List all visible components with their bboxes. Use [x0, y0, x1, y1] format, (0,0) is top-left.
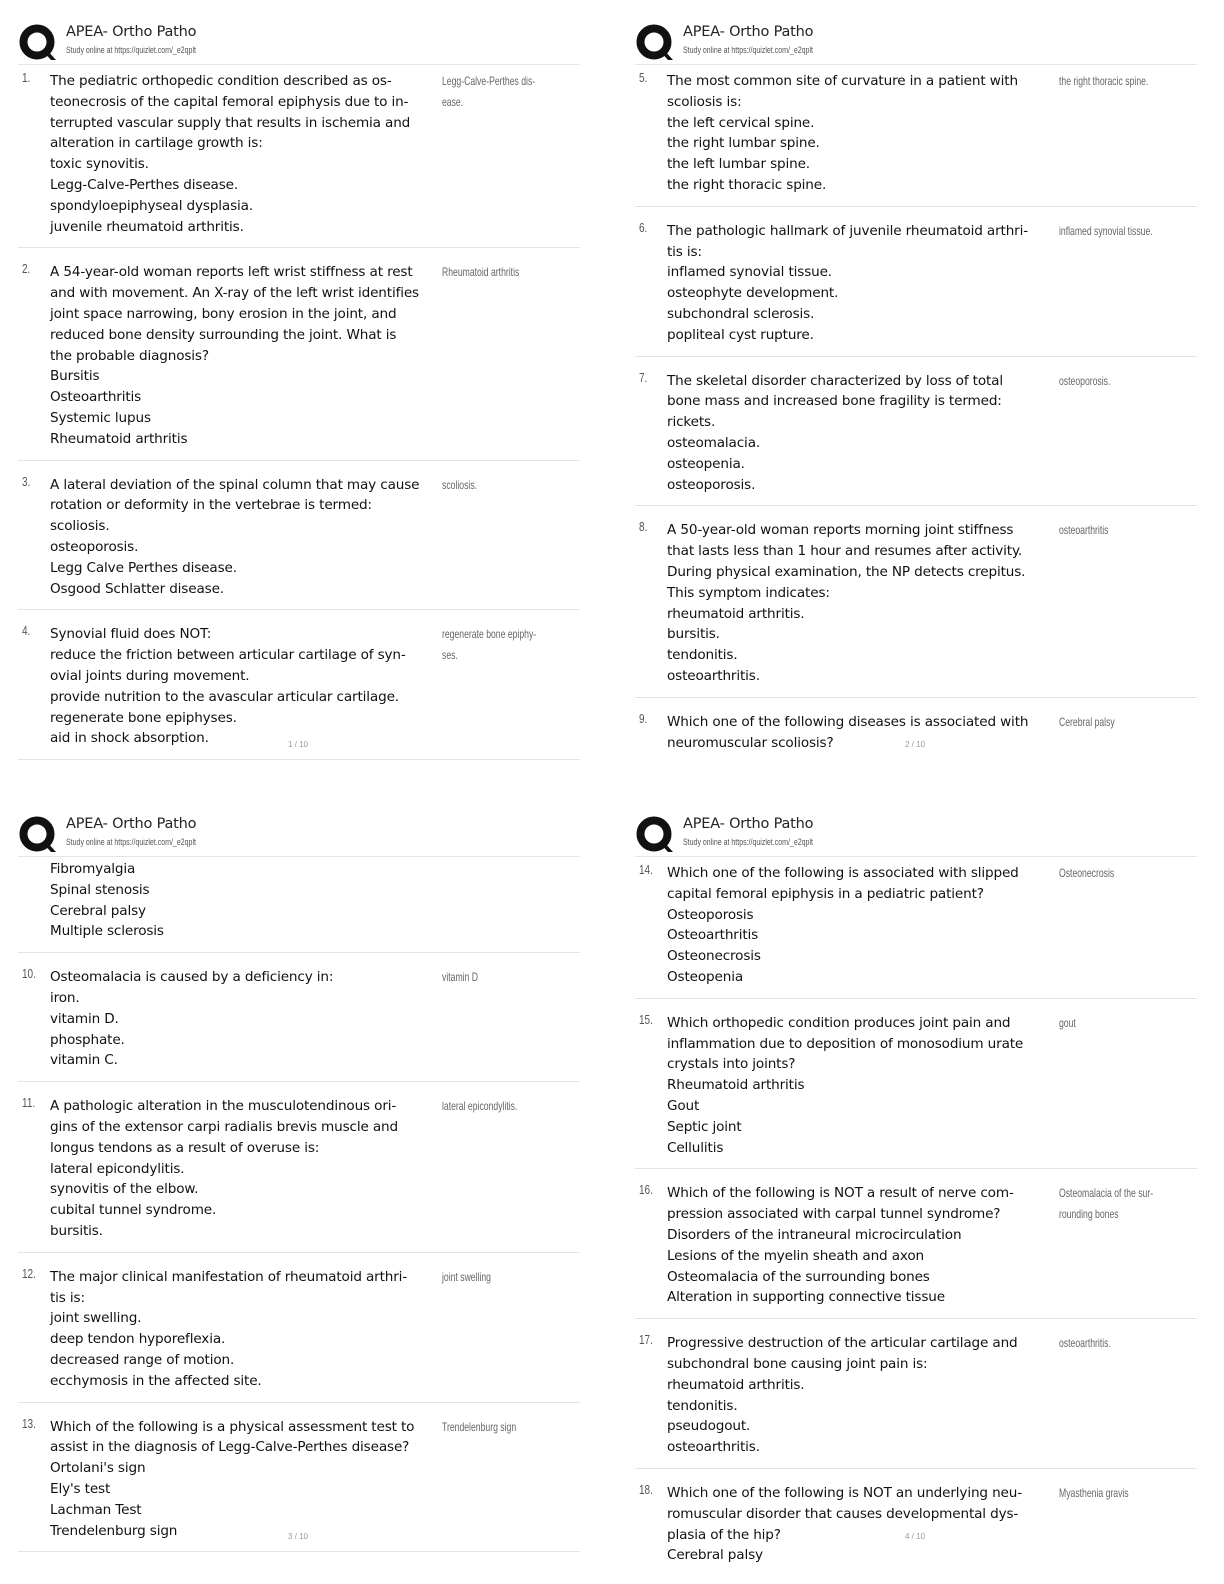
question-line: neuromuscular scoliosis?: [667, 734, 834, 751]
header-divider: [18, 856, 580, 857]
answer-line: Cerebral palsy: [1059, 714, 1115, 729]
question-text: [667, 1183, 1057, 1225]
answer-option: Ely's test: [50, 1480, 111, 1497]
answer-line: regenerate bone epiphy-: [442, 627, 537, 642]
quizlet-logo-icon: [18, 816, 58, 854]
question-number: 2.: [22, 262, 31, 277]
page-1: [0, 0, 596, 780]
question-number: 6.: [639, 220, 648, 235]
question-number: 7.: [639, 370, 648, 385]
question-text: [50, 71, 440, 154]
correct-answer: [442, 1267, 543, 1288]
flashcard: [18, 963, 580, 1082]
question-text: [667, 71, 1057, 113]
flashcard: [18, 471, 580, 611]
question-line: Which of the following is NOT a result of nerve com-: [667, 1185, 1014, 1202]
answer-option: Osteoarthritis: [50, 389, 142, 406]
answer-line: osteoarthritis: [1059, 523, 1109, 538]
flashcard-list: [18, 67, 580, 770]
study-online-link[interactable]: Study online at https://quizlet.com/_e2qplt: [66, 45, 196, 55]
question-line: Osteomalacia is caused by a deficiency in:: [50, 969, 334, 986]
page-4: [617, 792, 1213, 1572]
flashcard: [18, 67, 580, 248]
answer-option: the right lumbar spine.: [667, 135, 820, 152]
question-text: [50, 475, 440, 517]
flashcard: [18, 859, 580, 953]
answer-option: Multiple sclerosis: [50, 923, 164, 940]
answer-option: pseudogout.: [667, 1418, 751, 1435]
question-line: teonecrosis of the capital femoral epiphysis due to in-: [50, 93, 409, 110]
flashcard: [635, 1329, 1197, 1469]
answer-option: Trendelenburg sign: [50, 1522, 178, 1539]
page-number: 2 / 10: [904, 740, 925, 749]
answer-option: synovitis of the elbow.: [50, 1181, 199, 1198]
question-number: 14.: [639, 863, 653, 877]
answer-line: osteoarthritis.: [1059, 1336, 1111, 1351]
question-line: Which one of the following is associated with slipped: [667, 865, 1019, 881]
question-line: the probable diagnosis?: [50, 347, 209, 364]
flashcard: [635, 67, 1197, 207]
correct-answer: [442, 262, 543, 283]
page-3: [0, 792, 596, 1572]
question-line: Progressive destruction of the articular cartilage and: [667, 1335, 1018, 1352]
question-text: [50, 1417, 440, 1459]
question-line: and with movement. An X-ray of the left wrist identifies: [50, 285, 419, 302]
question-number: 3.: [22, 474, 31, 489]
answer-option: vitamin D.: [50, 1010, 119, 1027]
answer-option: Alteration in supporting connective tissue: [667, 1289, 945, 1306]
document-title: APEA- Ortho Patho: [66, 24, 197, 40]
correct-answer: [442, 71, 543, 113]
correct-answer: [1059, 863, 1160, 884]
answer-option: regenerate bone epiphyses.: [50, 709, 237, 726]
question-number: 10.: [22, 967, 36, 982]
document-title: APEA- Ortho Patho: [66, 816, 197, 832]
answer-option: Fibromyalgia: [50, 861, 136, 877]
flashcard: [635, 1179, 1197, 1319]
answer-option: Septic joint: [667, 1118, 742, 1135]
answer-option: Systemic lupus: [50, 409, 151, 426]
correct-answer: [1059, 371, 1160, 392]
header-divider: [18, 64, 580, 65]
question-line: romuscular disorder that causes developmental dys-: [667, 1505, 1019, 1522]
correct-answer: [442, 1417, 543, 1438]
answer-option: bursitis.: [50, 1222, 103, 1239]
answer-option: Osgood Schlatter disease.: [50, 580, 224, 597]
answer-option: joint swelling.: [50, 1310, 142, 1327]
flashcard-list: [18, 859, 580, 1562]
answer-option: bursitis.: [667, 626, 720, 643]
study-online-link[interactable]: Study online at https://quizlet.com/_e2qplt: [66, 837, 196, 847]
question-text: [667, 863, 1057, 905]
answer-line: inflamed synovial tissue.: [1059, 223, 1153, 238]
document-title: APEA- Ortho Patho: [683, 816, 814, 832]
answer-option: cubital tunnel syndrome.: [50, 1202, 217, 1219]
answer-option: rheumatoid arthritis.: [667, 1376, 805, 1393]
question-line: During physical examination, the NP detects crepitus.: [667, 563, 1026, 580]
flashcard: [18, 1263, 580, 1403]
answer-line: osteoporosis.: [1059, 373, 1111, 388]
correct-answer: [442, 1096, 543, 1117]
answer-line: Osteomalacia of the sur-: [1059, 1186, 1154, 1201]
question-number: 12.: [22, 1266, 36, 1281]
answer-option: Cerebral palsy: [50, 902, 146, 919]
answer-option: subchondral sclerosis.: [667, 305, 815, 322]
answer-line: Trendelenburg sign: [442, 1419, 517, 1434]
question-line: This symptom indicates:: [667, 584, 830, 601]
question-line: that lasts less than 1 hour and resumes after activity.: [667, 543, 1023, 560]
question-line: tis is:: [50, 1289, 85, 1306]
answer-option: Lachman Test: [50, 1501, 142, 1518]
question-line: The pathologic hallmark of juvenile rheumatoid arthri-: [667, 222, 1028, 239]
correct-answer: [1059, 712, 1160, 733]
page-number: 1 / 10: [287, 740, 308, 749]
answer-option: osteomalacia.: [667, 434, 761, 451]
page-header: [18, 22, 578, 64]
question-line: alteration in cartilage growth is:: [50, 135, 263, 152]
answer-option: Cellulitis: [667, 1139, 724, 1156]
page-2: [617, 0, 1213, 780]
question-line: The pediatric orthopedic condition described as os-: [50, 73, 392, 89]
flashcard: [18, 1092, 580, 1253]
question-line: tis is:: [667, 243, 702, 260]
answer-option: Osteomalacia of the surrounding bones: [667, 1268, 930, 1285]
answer-option: Spinal stenosis: [50, 881, 150, 898]
answer-option: Rheumatoid arthritis: [667, 1077, 805, 1094]
flashcard: [635, 708, 1197, 764]
answer-option: lateral epicondylitis.: [50, 1160, 185, 1177]
question-line: longus tendons as a result of overuse is:: [50, 1139, 320, 1156]
question-line: terrupted vascular supply that results in ischemia and: [50, 114, 411, 131]
question-line: bone mass and increased bone fragility is termed:: [667, 393, 1002, 410]
question-line: The major clinical manifestation of rheumatoid arthri-: [50, 1268, 408, 1285]
answer-line: scoliosis.: [442, 477, 478, 492]
answer-option: osteopenia.: [667, 455, 745, 472]
answer-option: aid in shock absorption.: [50, 730, 209, 747]
header-divider: [635, 64, 1197, 65]
answer-option: Ortolani's sign: [50, 1460, 146, 1477]
answer-option: ovial joints during movement.: [50, 667, 250, 684]
answer-option: toxic synovitis.: [50, 156, 149, 173]
question-line: gins of the extensor carpi radialis brevis muscle and: [50, 1118, 399, 1135]
correct-answer: [442, 967, 543, 988]
answer-line: ease.: [442, 94, 464, 109]
answer-option: iron.: [50, 989, 80, 1006]
question-line: subchondral bone causing joint pain is:: [667, 1355, 928, 1372]
question-text: [667, 371, 1057, 413]
answer-option: popliteal cyst rupture.: [667, 326, 814, 343]
question-line: crystals into joints?: [667, 1056, 796, 1073]
answer-option: the left cervical spine.: [667, 114, 815, 131]
question-number: 18.: [639, 1482, 653, 1497]
question-line: inflammation due to deposition of monosodium urate: [667, 1035, 1024, 1052]
answer-option: osteoarthritis.: [667, 1439, 760, 1456]
answer-option: Legg-Calve-Perthes disease.: [50, 176, 239, 193]
answer-option: Osteoarthritis: [667, 927, 759, 944]
answer-option: rheumatoid arthritis.: [667, 605, 805, 622]
question-number: 9.: [639, 711, 648, 726]
answer-option: Disorders of the intraneural microcirculation: [667, 1226, 962, 1243]
answer-line: gout: [1059, 1015, 1076, 1030]
answer-option: reduce the friction between articular cartilage of syn-: [50, 647, 406, 664]
page-number: 4 / 10: [904, 1532, 925, 1541]
question-text: [667, 221, 1057, 263]
question-text: [667, 1333, 1057, 1375]
answer-option: spondyloepiphyseal dysplasia.: [50, 197, 253, 214]
flashcard: [18, 258, 580, 460]
question-text: [50, 262, 440, 366]
answer-line: ses.: [442, 648, 458, 663]
question-number: 8.: [639, 520, 648, 535]
question-line: plasia of the hip?: [667, 1526, 781, 1543]
question-line: Which orthopedic condition produces joint pain and: [667, 1014, 1011, 1031]
question-line: joint space narrowing, bony erosion in the joint, and: [50, 305, 397, 322]
question-number: 15.: [639, 1012, 653, 1027]
question-line: reduced bone density surrounding the joint. What is: [50, 326, 397, 343]
study-online-link[interactable]: Study online at https://quizlet.com/_e2qplt: [683, 45, 813, 55]
answer-line: Rheumatoid arthritis: [442, 265, 520, 280]
question-line: Which one of the following is NOT an underlying neu-: [667, 1484, 1022, 1501]
flashcard: [635, 1009, 1197, 1170]
question-number: 1.: [22, 71, 31, 85]
answer-option: ecchymosis in the affected site.: [50, 1372, 262, 1389]
question-line: A 50-year-old woman reports morning joint stiffness: [667, 522, 1014, 539]
correct-answer: [1059, 1183, 1160, 1225]
answer-line: lateral epicondylitis.: [442, 1099, 518, 1114]
question-line: Which one of the following diseases is associated with: [667, 713, 1029, 730]
answer-option: scoliosis.: [50, 518, 110, 535]
answer-option: Gout: [667, 1097, 700, 1114]
answer-option: phosphate.: [50, 1031, 125, 1048]
answer-option: osteoarthritis.: [667, 667, 760, 684]
flashcard-list: [635, 859, 1197, 1584]
answer-option: Cerebral palsy: [667, 1547, 763, 1564]
quizlet-logo-icon: [18, 24, 58, 62]
answer-option: tendonitis.: [667, 647, 738, 664]
correct-answer: [1059, 221, 1160, 242]
question-line: The most common site of curvature in a patient with: [667, 73, 1018, 89]
question-text: [50, 1267, 440, 1309]
question-line: capital femoral epiphysis in a pediatric patient?: [667, 885, 984, 902]
answer-option: deep tendon hyporeflexia.: [50, 1331, 226, 1348]
question-number: 11.: [22, 1096, 36, 1111]
study-online-link[interactable]: Study online at https://quizlet.com/_e2qplt: [683, 837, 813, 847]
page-header: [635, 22, 1195, 64]
question-line: Synovial fluid does NOT:: [50, 626, 212, 643]
question-number: 13.: [22, 1416, 36, 1431]
answer-option: juvenile rheumatoid arthritis.: [50, 218, 244, 235]
question-text: [667, 1013, 1057, 1075]
question-number: 5.: [639, 71, 648, 85]
flashcard-list: [635, 67, 1197, 773]
question-text: [50, 624, 440, 645]
correct-answer: [1059, 1013, 1160, 1034]
document-title: APEA- Ortho Patho: [683, 24, 814, 40]
question-line: A pathologic alteration in the musculotendinous ori-: [50, 1098, 397, 1115]
answer-option: vitamin C.: [50, 1052, 118, 1069]
answer-option: Lesions of the myelin sheath and axon: [667, 1247, 924, 1264]
answer-option: the left lumbar spine.: [667, 156, 810, 173]
correct-answer: [1059, 1483, 1160, 1504]
question-line: The skeletal disorder characterized by loss of total: [667, 372, 1003, 389]
question-line: A 54-year-old woman reports left wrist stiffness at rest: [50, 264, 413, 281]
answer-line: joint swelling: [442, 1269, 491, 1284]
answer-option: Osteonecrosis: [667, 948, 761, 965]
question-line: A lateral deviation of the spinal column that may cause: [50, 476, 420, 493]
answer-option: Osteopenia: [667, 968, 744, 985]
quizlet-logo-icon: [635, 816, 675, 854]
answer-option: osteophyte development.: [667, 285, 839, 302]
answer-line: Osteonecrosis: [1059, 866, 1115, 880]
correct-answer: [1059, 71, 1160, 92]
question-line: assist in the diagnosis of Legg-Calve-Perthes disease?: [50, 1439, 410, 1456]
answer-line: the right thoracic spine.: [1059, 74, 1149, 88]
page-header: [18, 814, 578, 856]
quizlet-logo-icon: [635, 24, 675, 62]
question-line: rotation or deformity in the vertebrae is termed:: [50, 497, 372, 514]
question-number: 16.: [639, 1183, 653, 1198]
flashcard: [635, 859, 1197, 999]
answer-option: Rheumatoid arthritis: [50, 430, 188, 447]
correct-answer: [442, 475, 543, 496]
question-text: [667, 520, 1057, 603]
answer-option: Legg Calve Perthes disease.: [50, 559, 237, 576]
question-line: scoliosis is:: [667, 93, 742, 110]
answer-line: Legg-Calve-Perthes dis-: [442, 74, 536, 88]
answer-option: inflamed synovial tissue.: [667, 264, 832, 281]
flashcard: [635, 217, 1197, 357]
question-text: [50, 967, 440, 988]
answer-option: the right thoracic spine.: [667, 176, 827, 193]
answer-option: rickets.: [667, 414, 716, 431]
answer-option: provide nutrition to the avascular articular cartilage.: [50, 688, 399, 705]
header-divider: [635, 856, 1197, 857]
answer-line: vitamin D: [442, 970, 479, 985]
correct-answer: [1059, 520, 1160, 541]
page-number: 3 / 10: [287, 1532, 308, 1541]
question-line: pression associated with carpal tunnel syndrome?: [667, 1206, 1001, 1223]
answer-line: Myasthenia gravis: [1059, 1485, 1129, 1500]
question-line: Which of the following is a physical assessment test to: [50, 1418, 415, 1435]
answer-option: decreased range of motion.: [50, 1351, 235, 1368]
correct-answer: [442, 624, 543, 666]
answer-option: Osteoporosis: [667, 906, 754, 923]
page-header: [635, 814, 1195, 856]
correct-answer: [1059, 1333, 1160, 1354]
question-number: 17.: [639, 1333, 653, 1348]
question-text: [50, 1096, 440, 1158]
flashcard: [635, 1479, 1197, 1576]
answer-option: osteoporosis.: [667, 476, 756, 493]
answer-option: osteoporosis.: [50, 538, 139, 555]
answer-line: rounding bones: [1059, 1207, 1119, 1222]
flashcard: [635, 367, 1197, 507]
flashcard: [635, 516, 1197, 697]
question-number: 4.: [22, 624, 31, 639]
answer-option: Bursitis: [50, 368, 100, 385]
answer-option: tendonitis.: [667, 1397, 738, 1414]
